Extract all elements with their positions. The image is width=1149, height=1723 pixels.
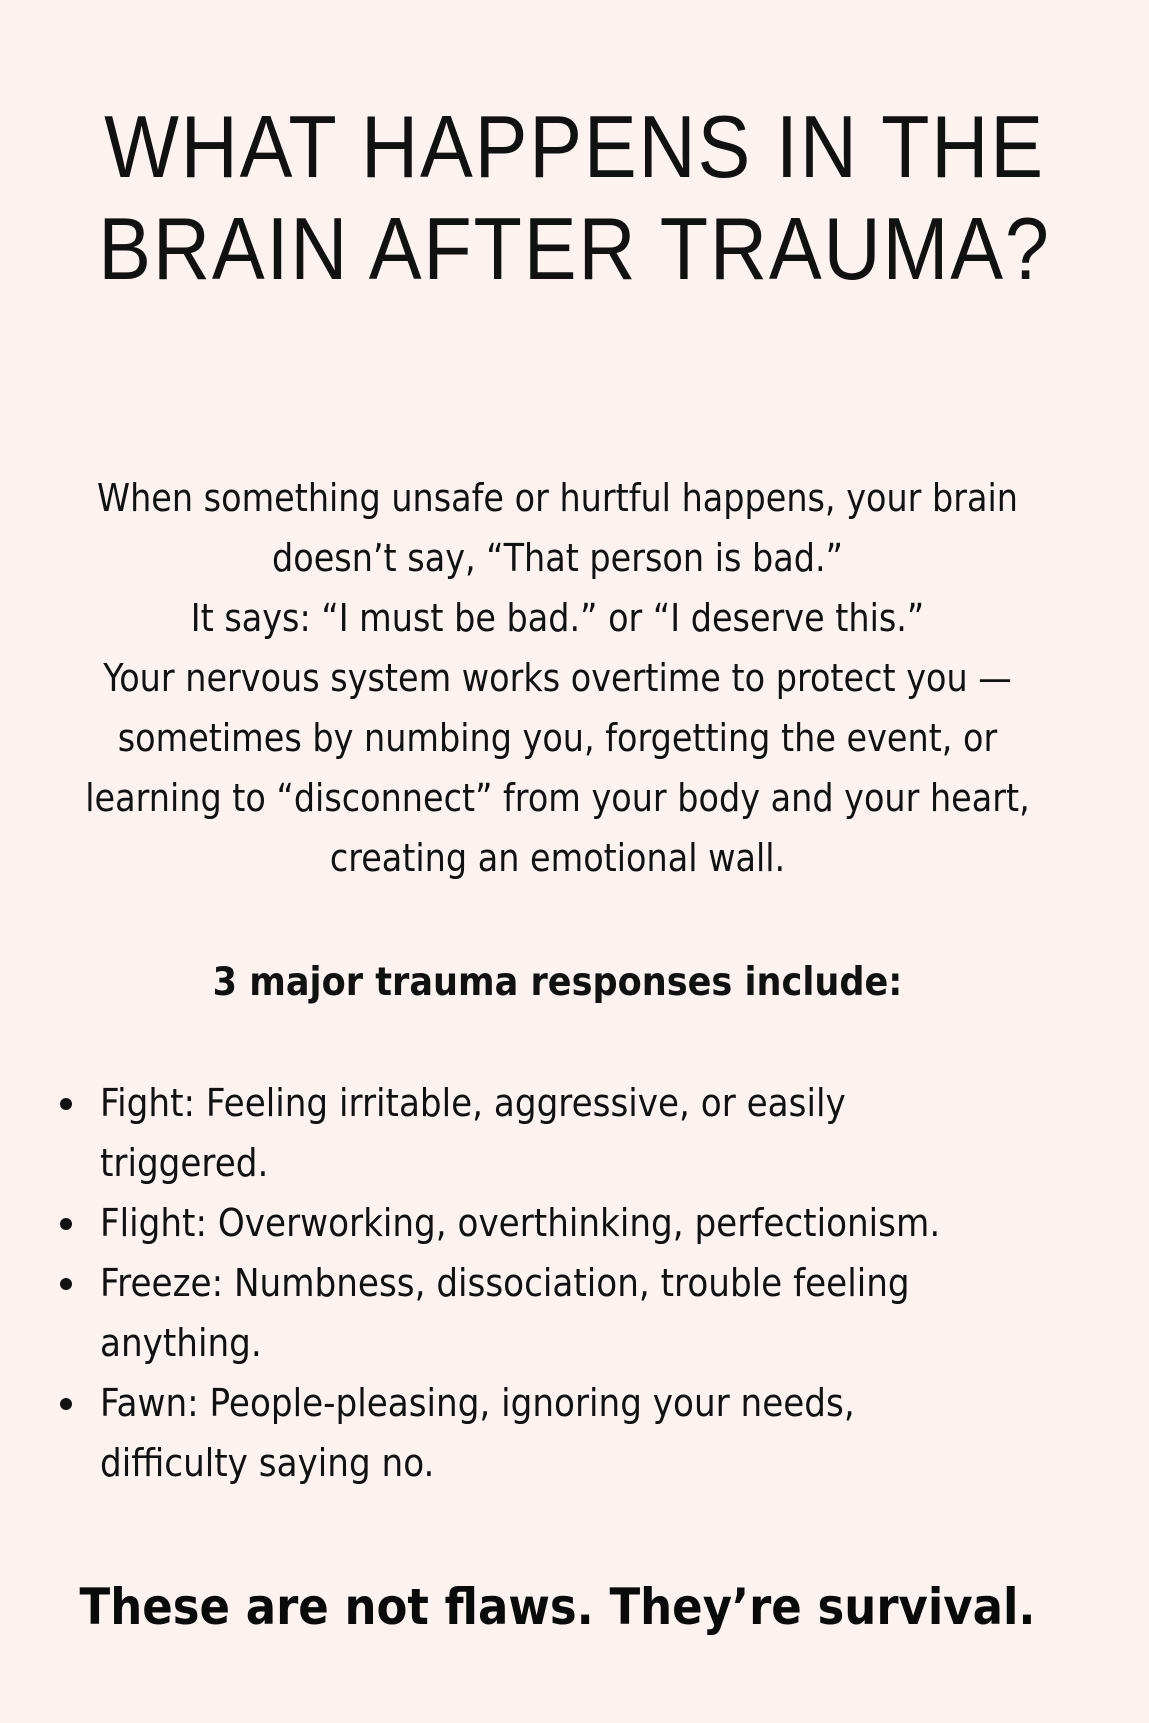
closing-statement: These are not flaws. They’re survival. — [79, 1578, 1036, 1636]
page-title — [57, 96, 1091, 300]
title-line-1: WHAT HAPPENS IN THE — [104, 97, 1045, 196]
list-item-text: Fawn: People-pleasing, ignoring your needs, — [100, 1381, 855, 1425]
intro-line: It says: “I must be bad.” or “I deserve this.” — [190, 596, 925, 640]
intro-paragraph — [20, 468, 1095, 888]
intro-line: creating an emotional wall. — [329, 836, 786, 880]
intro-line: sometimes by numbing you, forgetting the event, or — [117, 716, 998, 760]
list-item-text: triggered. — [100, 1141, 269, 1185]
bullet-icon — [60, 1218, 72, 1230]
title-line-2: BRAIN AFTER TRAUMA? — [98, 199, 1051, 298]
responses-heading: 3 major trauma responses include: — [212, 960, 903, 1005]
intro-line: learning to “disconnect” from your body and your heart, — [85, 776, 1030, 820]
list-item-text: Freeze: Numbness, dissociation, trouble feeling — [100, 1261, 910, 1305]
list-item-fight — [60, 1073, 1060, 1193]
list-item-freeze — [60, 1253, 1060, 1373]
bullet-icon — [60, 1278, 72, 1290]
list-item-text: Fight: Feeling irritable, aggressive, or easily — [100, 1081, 846, 1125]
responses-list — [60, 1073, 1060, 1493]
intro-line: When something unsafe or hurtful happens, your brain — [97, 476, 1018, 520]
list-item-flight — [60, 1193, 1060, 1253]
list-item-text: difficulty saying no. — [100, 1441, 435, 1485]
bullet-icon — [60, 1098, 72, 1110]
bullet-icon — [60, 1398, 72, 1410]
list-item-text: Flight: Overworking, overthinking, perfectionism. — [100, 1201, 941, 1245]
list-item-text: anything. — [100, 1321, 262, 1365]
list-item-fawn — [60, 1373, 1060, 1493]
intro-line: doesn’t say, “That person is bad.” — [272, 536, 843, 580]
intro-line: Your nervous system works overtime to protect you — — [103, 656, 1012, 700]
